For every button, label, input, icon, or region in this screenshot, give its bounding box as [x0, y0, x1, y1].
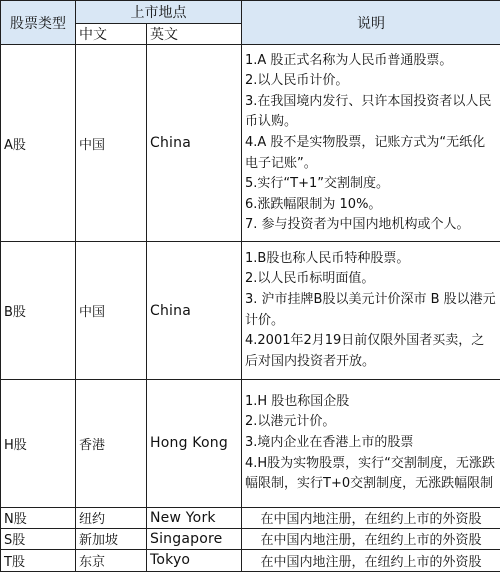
location-en-cell: China [147, 242, 242, 379]
stock-type-cell: T股 [1, 549, 76, 571]
description-line: 6.涨跌幅限制为 10%。 [245, 196, 382, 212]
table-row [1, 507, 500, 528]
location-cn-cell: 香港 [76, 379, 147, 507]
table-row [1, 242, 500, 379]
stock-type-cell: N股 [1, 507, 76, 528]
stock-type-cell: A股 [1, 45, 76, 242]
description-cell [242, 242, 500, 379]
location-en-cell: Hong Kong [147, 379, 242, 507]
description-line: 3.在我国境内发行、只许本国投资者以人民币认购。 [245, 93, 492, 130]
location-cn-cell: 纽约 [76, 507, 147, 528]
table-row [1, 45, 500, 242]
description-line: 4.2001年2月19日前仅限外国者买卖，之后对国内投资者开放。 [245, 333, 485, 369]
location-cn-cell: 中国 [76, 242, 147, 379]
header-english: 英文 [147, 24, 242, 45]
description-cell: 在中国内地注册，在纽约上市的外资股 [242, 549, 500, 571]
stock-type-cell: S股 [1, 528, 76, 549]
table-row [1, 549, 500, 571]
header-description: 说明 [242, 1, 500, 45]
stock-type-cell: B股 [1, 242, 76, 379]
table-row [1, 528, 500, 549]
table-row [1, 379, 500, 507]
location-en-cell: New York [147, 507, 242, 528]
description-line: 4.H股为实物股票，实行“交割制度，无涨跌幅限制，实行T+0交割制度，无涨跌幅限制 [245, 455, 495, 492]
description-line: 4.A 股不是实物股票，记账方式为“无纸化电子记账”。 [245, 134, 486, 171]
description-cell: 在中国内地注册，在纽约上市的外资股 [242, 507, 500, 528]
description-line: 5.实行“T+1”交割制度。 [245, 176, 389, 192]
location-cn-cell: 中国 [76, 45, 147, 242]
header-chinese: 中文 [76, 24, 147, 45]
location-en-cell: Tokyo [147, 549, 242, 571]
description-line: 3. 沪市挂牌B股以美元计价深市 B 股以港元计价。 [245, 291, 496, 328]
description-cell: 在中国内地注册，在纽约上市的外资股 [242, 528, 500, 549]
header-row [1, 1, 500, 24]
location-en-cell: Singapore [147, 528, 242, 549]
location-cn-cell: 东京 [76, 549, 147, 571]
header-stock-type: 股票类型 [1, 1, 76, 45]
location-cn-cell: 新加坡 [76, 528, 147, 549]
description-line: 2.以港元计价。 [245, 414, 336, 430]
description-line: 1.H 股也称国企股 [245, 393, 350, 409]
description-line: 2.以人民币标明面值。 [245, 271, 375, 287]
description-line: 1.B股也称人民币特种股票。 [245, 250, 410, 266]
description-cell [242, 45, 500, 242]
description-line: 7. 参与投资者为中国内地机构或个人。 [245, 217, 470, 233]
description-line: 2.以人民币计价。 [245, 73, 349, 89]
description-line: 3.境内企业在香港上市的股票 [245, 434, 414, 450]
stock-type-cell: H股 [1, 379, 76, 507]
description-cell [242, 379, 500, 507]
header-listing-location: 上市地点 [76, 1, 242, 24]
location-en-cell: China [147, 45, 242, 242]
description-line: 1.A 股正式名称为人民币普通股票。 [245, 52, 453, 68]
